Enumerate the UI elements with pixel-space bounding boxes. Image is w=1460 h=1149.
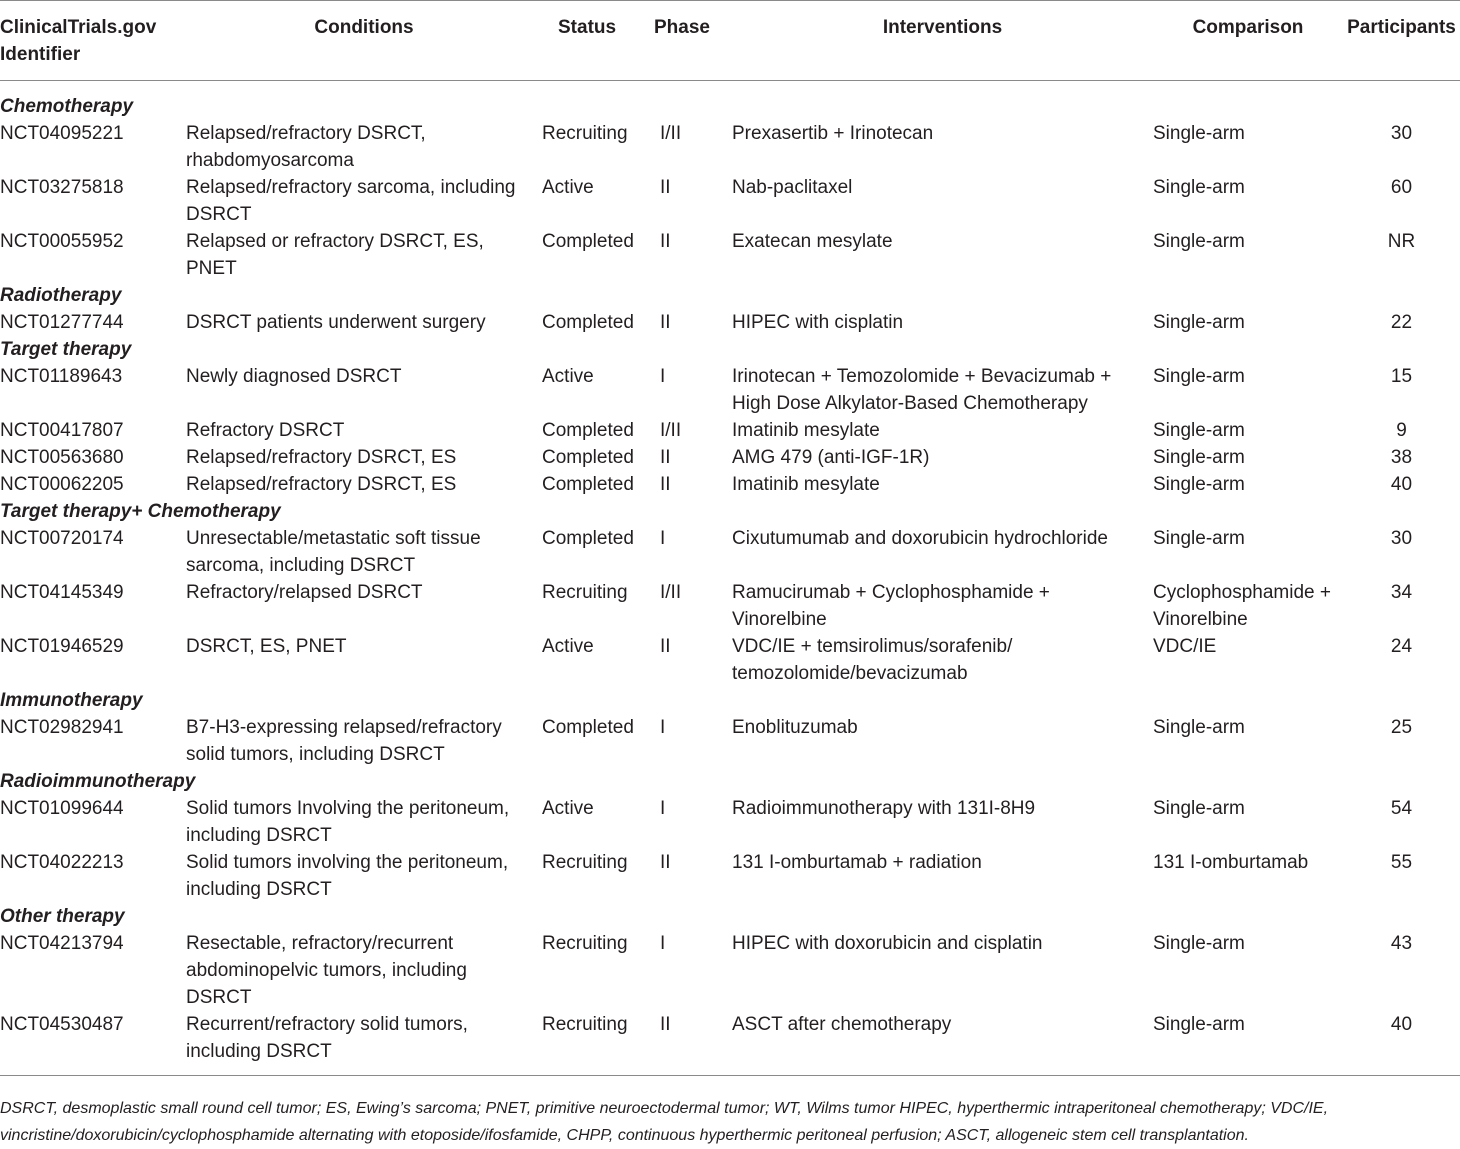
trial-id: NCT00417807 [0, 420, 124, 441]
trial-conditions: Refractory DSRCT [186, 420, 345, 441]
trial-comparison: Single-arm [1153, 798, 1245, 819]
trial-interventions: Ramucirumab + Cyclophosphamide + Vinorelbine [732, 582, 1050, 630]
trial-participants: 24 [1390, 636, 1413, 657]
trial-comparison: Single-arm [1153, 717, 1245, 738]
trial-phase: I/II [660, 582, 682, 603]
trial-phase: I [660, 717, 666, 738]
trial-id: NCT00055952 [0, 231, 124, 252]
trial-id: NCT01946529 [0, 636, 124, 657]
trial-interventions: Nab-paclitaxel [732, 177, 853, 198]
trial-participants: 43 [1390, 933, 1413, 954]
trial-id: NCT01099644 [0, 798, 124, 819]
table-row [0, 633, 1460, 687]
table-row [0, 579, 1460, 633]
trial-participants: 40 [1390, 1014, 1413, 1035]
trial-id: NCT00720174 [0, 528, 124, 549]
table-row [0, 174, 1460, 228]
trial-comparison: 131 I-omburtamab [1153, 852, 1309, 873]
trial-interventions: Enoblituzumab [732, 717, 858, 738]
section-row [0, 903, 1460, 930]
table-row [0, 309, 1460, 336]
trial-interventions: AMG 479 (anti-IGF-1R) [732, 447, 930, 468]
section-row [0, 282, 1460, 309]
trial-phase: II [660, 852, 671, 873]
trial-comparison: Single-arm [1153, 528, 1245, 549]
trial-interventions: Prexasertib + Irinotecan [732, 123, 934, 144]
table-body [0, 81, 1460, 1076]
trial-participants: 60 [1390, 177, 1413, 198]
trial-phase: II [660, 1014, 671, 1035]
trial-interventions: Cixutumumab and doxorubicin hydrochloride [732, 528, 1108, 549]
table-row [0, 444, 1460, 471]
trial-phase: I/II [660, 123, 682, 144]
trial-phase: I [660, 933, 666, 954]
trial-phase: I [660, 798, 666, 819]
trial-status: Completed [542, 717, 634, 738]
trial-id: NCT01189643 [0, 366, 123, 387]
trial-participants: 25 [1390, 717, 1413, 738]
trial-phase: II [660, 177, 671, 198]
trial-phase: II [660, 312, 671, 333]
header-identifier-line2: Identifier [0, 44, 81, 65]
trial-conditions: Recurrent/refractory solid tumors, including DSRCT [186, 1014, 468, 1062]
trial-status: Completed [542, 474, 634, 495]
section-title: Immunotherapy [0, 690, 143, 711]
trial-interventions: HIPEC with doxorubicin and cisplatin [732, 933, 1043, 954]
section-row [0, 81, 1460, 121]
trial-participants: 54 [1390, 798, 1413, 819]
trial-participants: 22 [1390, 312, 1413, 333]
trial-phase: I [660, 366, 666, 387]
trial-status: Completed [542, 528, 634, 549]
trial-status: Recruiting [542, 852, 628, 873]
trial-status: Active [542, 177, 594, 198]
section-title: Target therapy [0, 339, 132, 360]
trial-interventions: HIPEC with cisplatin [732, 312, 904, 333]
trial-interventions: Imatinib mesylate [732, 420, 880, 441]
trial-conditions: Newly diagnosed DSRCT [186, 366, 402, 387]
trial-phase: I [660, 528, 666, 549]
section-title: Other therapy [0, 906, 125, 927]
table-row [0, 1011, 1460, 1076]
trial-status: Recruiting [542, 1014, 628, 1035]
trial-participants: 38 [1390, 447, 1413, 468]
trial-conditions: DSRCT, ES, PNET [186, 636, 347, 657]
trial-id: NCT01277744 [0, 312, 124, 333]
trial-comparison: Single-arm [1153, 177, 1245, 198]
trial-id: NCT04213794 [0, 933, 124, 954]
trial-conditions: Solid tumors involving the peritoneum, including DSRCT [186, 852, 509, 900]
trial-id: NCT03275818 [0, 177, 124, 198]
section-title: Radioimmunotherapy [0, 771, 196, 792]
trial-phase: II [660, 447, 671, 468]
trial-comparison: Single-arm [1153, 1014, 1245, 1035]
header-phase: Phase [654, 17, 710, 38]
trial-comparison: Single-arm [1153, 933, 1245, 954]
table-row [0, 930, 1460, 1011]
trial-id: NCT00062205 [0, 474, 124, 495]
trial-interventions: Radioimmunotherapy with 131I-8H9 [732, 798, 1036, 819]
trial-participants: 15 [1390, 366, 1413, 387]
trial-interventions: Imatinib mesylate [732, 474, 880, 495]
trial-phase: II [660, 636, 671, 657]
table-row [0, 417, 1460, 444]
trial-participants: NR [1387, 231, 1416, 252]
trial-phase: I/II [660, 420, 682, 441]
trial-comparison: Single-arm [1153, 123, 1245, 144]
table-row [0, 120, 1460, 174]
trial-id: NCT02982941 [0, 717, 124, 738]
trial-participants: 30 [1390, 123, 1413, 144]
header-identifier [0, 1, 186, 81]
trial-conditions: Relapsed/refractory DSRCT, ES [186, 474, 457, 495]
trial-interventions: Exatecan mesylate [732, 231, 893, 252]
trial-status: Active [542, 366, 594, 387]
section-title: Chemotherapy [0, 96, 134, 117]
trial-interventions: 131 I-omburtamab + radiation [732, 852, 982, 873]
trial-status: Completed [542, 312, 634, 333]
section-row [0, 687, 1460, 714]
trial-id: NCT04145349 [0, 582, 124, 603]
trial-status: Completed [542, 420, 634, 441]
trial-participants: 9 [1396, 420, 1407, 441]
table-row [0, 714, 1460, 768]
table-header [0, 1, 1460, 81]
section-row [0, 768, 1460, 795]
section-row [0, 336, 1460, 363]
table-footnote: DSRCT, desmoplastic small round cell tumor; ES, Ewing’s sarcoma; PNET, primitive neuroectodermal tumor; WT, Wilms tumor HIPEC, hyperthermic intraperitoneal chemotherapy; VDC/IE, vincristine/doxorubicin/cyclophosphamide alternating with etoposide/ifosfamide, CHPP, continuous hyperthermic peritoneal perfusion; ASCT, allogeneic stem cell transplantation. [0, 1100, 1329, 1144]
trial-status: Recruiting [542, 933, 628, 954]
trial-phase: II [660, 231, 671, 252]
header-participants: Participants [1347, 17, 1456, 38]
trial-conditions: Relapsed/refractory DSRCT, rhabdomyosarcoma [186, 123, 426, 171]
header-status: Status [558, 17, 617, 38]
trial-comparison: Cyclophosphamide + Vinorelbine [1153, 582, 1331, 630]
trial-comparison: Single-arm [1153, 366, 1245, 387]
trial-comparison: Single-arm [1153, 312, 1245, 333]
table-row [0, 471, 1460, 498]
trial-conditions: Relapsed/refractory sarcoma, including DSRCT [186, 177, 516, 225]
trial-interventions: VDC/IE + temsirolimus/sorafenib/ temozolomide/bevacizumab [732, 636, 1013, 684]
section-title: Radiotherapy [0, 285, 122, 306]
section-title: Target therapy+ Chemotherapy [0, 501, 281, 522]
trial-conditions: Relapsed/refractory DSRCT, ES [186, 447, 457, 468]
trial-comparison: Single-arm [1153, 474, 1245, 495]
trial-status: Recruiting [542, 582, 628, 603]
trial-participants: 30 [1390, 528, 1413, 549]
table-row [0, 363, 1460, 417]
header-comparison: Comparison [1192, 17, 1304, 38]
header-row [0, 1, 1460, 81]
trial-status: Recruiting [542, 123, 628, 144]
table-row [0, 228, 1460, 282]
trial-comparison: Single-arm [1153, 420, 1245, 441]
trial-comparison: Single-arm [1153, 231, 1245, 252]
header-identifier-line1: ClinicalTrials.gov [0, 17, 157, 38]
section-row [0, 498, 1460, 525]
trial-id: NCT00563680 [0, 447, 124, 468]
trial-conditions: Refractory/relapsed DSRCT [186, 582, 423, 603]
trial-interventions: Irinotecan + Temozolomide + Bevacizumab + High Dose Alkylator-Based Chemotherapy [732, 366, 1112, 414]
trial-conditions: B7-H3-expressing relapsed/refractory solid tumors, including DSRCT [186, 717, 502, 765]
trial-status: Completed [542, 447, 634, 468]
table-row [0, 795, 1460, 849]
table-row [0, 525, 1460, 579]
trial-status: Completed [542, 231, 634, 252]
trial-conditions: Relapsed or refractory DSRCT, ES, PNET [186, 231, 484, 279]
header-conditions: Conditions [314, 17, 414, 38]
trial-id: NCT04095221 [0, 123, 124, 144]
trial-status: Active [542, 636, 594, 657]
trial-status: Active [542, 798, 594, 819]
trial-conditions: Unresectable/metastatic soft tissue sarcoma, including DSRCT [186, 528, 481, 576]
trial-participants: 40 [1390, 474, 1413, 495]
trial-conditions: Resectable, refractory/recurrent abdominopelvic tumors, including DSRCT [186, 933, 467, 1008]
table-row [0, 849, 1460, 903]
trial-id: NCT04022213 [0, 852, 124, 873]
trial-interventions: ASCT after chemotherapy [732, 1014, 952, 1035]
trial-participants: 55 [1390, 852, 1413, 873]
trial-comparison: VDC/IE [1153, 636, 1217, 657]
trial-comparison: Single-arm [1153, 447, 1245, 468]
trial-conditions: DSRCT patients underwent surgery [186, 312, 486, 333]
header-interventions: Interventions [882, 17, 1003, 38]
trial-id: NCT04530487 [0, 1014, 124, 1035]
trial-participants: 34 [1390, 582, 1413, 603]
trial-conditions: Solid tumors Involving the peritoneum, including DSRCT [186, 798, 510, 846]
trial-phase: II [660, 474, 671, 495]
